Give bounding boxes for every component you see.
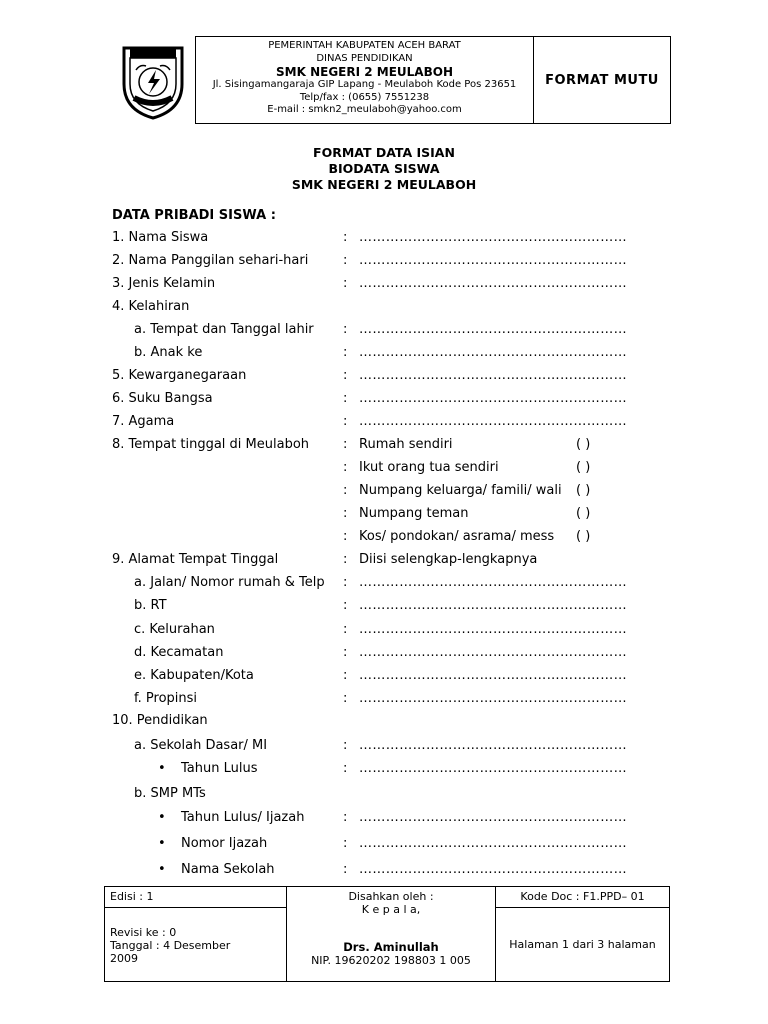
approved-by-label: Disahkan oleh : — [348, 890, 434, 903]
fill-line[interactable]: …………………………………………………… — [359, 598, 627, 613]
field-row: a. Sekolah Dasar/ MI : …………………………………………………… — [0, 736, 768, 756]
fill-line[interactable]: …………………………………………………… — [359, 391, 627, 406]
residence-option-row: : Numpang teman ( ) — [0, 504, 768, 524]
field-label: e. Kabupaten/Kota — [134, 668, 254, 683]
residence-option-row: : Kos/ pondokan/ asrama/ mess ( ) — [0, 527, 768, 547]
letterhead-info — [196, 37, 534, 123]
field-label: Tahun Lulus — [181, 761, 258, 776]
field-row: 1. Nama Siswa : …………………………………………………… — [0, 228, 768, 248]
field-row: b. Anak ke : …………………………………………………… — [0, 343, 768, 363]
field-label: 9. Alamat Tempat Tinggal — [112, 552, 279, 567]
school-logo — [120, 44, 186, 120]
field-row: f. Propinsi : …………………………………………………… — [0, 689, 768, 709]
field-label: Nama Sekolah — [181, 862, 275, 877]
checkbox-paren[interactable]: ( ) — [576, 460, 591, 475]
format-mutu-label: FORMAT MUTU — [545, 72, 659, 88]
residence-option: Ikut orang tua sendiri — [359, 460, 499, 475]
form-title-2: BIODATA SISWA — [328, 161, 440, 176]
section-title: DATA PRIBADI SISWA : — [112, 208, 276, 223]
field-row — [0, 297, 768, 317]
field-label: a. Sekolah Dasar/ MI — [134, 738, 268, 753]
field-row: 2. Nama Panggilan sehari-hari : …………………………………………………… — [0, 251, 768, 271]
footer-approval-cell — [287, 887, 496, 981]
divider — [496, 907, 669, 908]
field-row: a. Jalan/ Nomor rumah & Telp : …………………………………………………… — [0, 573, 768, 593]
residence-option: Numpang keluarga/ famili/ wali — [359, 483, 562, 498]
form-title-3: SMK NEGERI 2 MEULABOH — [291, 177, 477, 192]
fill-line[interactable]: …………………………………………………… — [359, 345, 627, 360]
footer-doc-cell — [496, 887, 669, 981]
fill-line[interactable]: …………………………………………………… — [359, 668, 627, 683]
fill-line[interactable]: …………………………………………………… — [359, 575, 627, 590]
field-label: Tahun Lulus/ Ijazah — [181, 810, 305, 825]
field-row — [0, 784, 768, 804]
letterhead-box — [195, 36, 671, 124]
field-row: 6. Suku Bangsa : …………………………………………………… — [0, 389, 768, 409]
page-info: Halaman 1 dari 3 halaman — [509, 938, 656, 951]
field-row — [0, 711, 768, 731]
field-label: 4. Kelahiran — [112, 299, 190, 314]
residence-option-row: : Ikut orang tua sendiri ( ) — [0, 458, 768, 478]
field-note: Diisi selengkap-lengkapnya — [359, 552, 538, 567]
date-text: Tanggal : 4 Desember — [110, 939, 231, 952]
school-phone: Telp/fax : (0655) 7551238 — [299, 91, 430, 103]
field-label: a. Jalan/ Nomor rumah & Telp — [134, 575, 325, 590]
field-label: f. Propinsi — [134, 691, 198, 706]
fill-line[interactable]: …………………………………………………… — [359, 738, 627, 753]
signatory-nip: NIP. 19620202 198803 1 005 — [311, 954, 471, 967]
fill-line[interactable]: …………………………………………………… — [359, 253, 627, 268]
bullet-icon: • — [158, 761, 166, 776]
field-row: • Tahun Lulus : …………………………………………………… — [0, 759, 768, 779]
field-label: 5. Kewarganegaraan — [112, 368, 247, 383]
field-label: 2. Nama Panggilan sehari-hari — [112, 253, 309, 268]
residence-option: Kos/ pondokan/ asrama/ mess — [359, 529, 555, 544]
revision-text: Revisi ke : 0 — [110, 926, 177, 939]
bullet-icon: • — [158, 810, 166, 825]
field-row: d. Kecamatan : …………………………………………………… — [0, 643, 768, 663]
fill-line[interactable]: …………………………………………………… — [359, 691, 627, 706]
department-name: DINAS PENDIDIKAN — [316, 52, 413, 64]
document-footer — [104, 886, 670, 982]
field-row: 7. Agama : …………………………………………………… — [0, 412, 768, 432]
field-row: • Nomor Ijazah : …………………………………………………… — [0, 834, 768, 854]
head-title: K e p a l a, — [361, 903, 421, 916]
checkbox-paren[interactable]: ( ) — [576, 483, 591, 498]
checkbox-paren[interactable]: ( ) — [576, 437, 591, 452]
government-name: PEMERINTAH KABUPATEN ACEH BARAT — [268, 40, 461, 51]
field-label: b. Anak ke — [134, 345, 203, 360]
fill-line[interactable]: …………………………………………………… — [359, 230, 627, 245]
fill-line[interactable]: …………………………………………………… — [359, 368, 627, 383]
field-row: 5. Kewarganegaraan : …………………………………………………… — [0, 366, 768, 386]
field-label: 3. Jenis Kelamin — [112, 276, 216, 291]
field-row: 9. Alamat Tempat Tinggal : Diisi selengkap-lengkapnya — [0, 550, 768, 570]
school-name: SMK NEGERI 2 MEULABOH — [276, 65, 453, 79]
residence-option: Rumah sendiri — [359, 437, 453, 452]
fill-line[interactable]: …………………………………………………… — [359, 810, 627, 825]
school-address: Jl. Sisingamangaraja GIP Lapang - Meulaboh Kode Pos 23651 — [212, 79, 517, 90]
footer-edition-cell — [105, 887, 287, 981]
field-label: 10. Pendidikan — [112, 713, 208, 728]
field-label: c. Kelurahan — [134, 622, 215, 637]
year-text: 2009 — [110, 952, 138, 965]
field-row: • Tahun Lulus/ Ijazah : …………………………………………………… — [0, 808, 768, 828]
field-label: 6. Suku Bangsa — [112, 391, 213, 406]
field-row: e. Kabupaten/Kota : …………………………………………………… — [0, 666, 768, 686]
doc-code: Kode Doc : F1.PPD– 01 — [520, 890, 645, 903]
bullet-icon: • — [158, 862, 166, 877]
school-email: E-mail : smkn2_meulaboh@yahoo.com — [267, 104, 462, 115]
field-row: c. Kelurahan : …………………………………………………… — [0, 620, 768, 640]
fill-line[interactable]: …………………………………………………… — [359, 836, 627, 851]
field-label: d. Kecamatan — [134, 645, 224, 660]
bullet-icon: • — [158, 836, 166, 851]
checkbox-paren[interactable]: ( ) — [576, 506, 591, 521]
field-label: b. SMP MTs — [134, 786, 206, 801]
fill-line[interactable]: …………………………………………………… — [359, 862, 627, 877]
fill-line[interactable]: …………………………………………………… — [359, 322, 627, 337]
residence-option-row: : Numpang keluarga/ famili/ wali ( ) — [0, 481, 768, 501]
field-label: Nomor Ijazah — [181, 836, 268, 851]
checkbox-paren[interactable]: ( ) — [576, 529, 591, 544]
field-label: 8. Tempat tinggal di Meulaboh — [112, 437, 310, 452]
field-row: b. RT : …………………………………………………… — [0, 596, 768, 616]
divider — [105, 907, 287, 908]
fill-line[interactable]: …………………………………………………… — [359, 276, 627, 291]
residence-option: Numpang teman — [359, 506, 469, 521]
field-row: a. Tempat dan Tanggal lahir : …………………………………………………… — [0, 320, 768, 340]
fill-line[interactable]: …………………………………………………… — [359, 645, 627, 660]
fill-line[interactable]: …………………………………………………… — [359, 414, 627, 429]
field-row: 3. Jenis Kelamin : …………………………………………………… — [0, 274, 768, 294]
field-label: b. RT — [134, 598, 167, 613]
fill-line[interactable]: …………………………………………………… — [359, 622, 627, 637]
field-label: 7. Agama — [112, 414, 175, 429]
field-label: a. Tempat dan Tanggal lahir — [134, 322, 314, 337]
residence-option-row: 8. Tempat tinggal di Meulaboh : Rumah sendiri ( ) — [0, 435, 768, 455]
field-label: 1. Nama Siswa — [112, 230, 209, 245]
field-row: • Nama Sekolah : …………………………………………………… — [0, 860, 768, 880]
form-title-1: FORMAT DATA ISIAN — [313, 145, 455, 160]
edition-text: Edisi : 1 — [110, 890, 154, 903]
signatory-name: Drs. Aminullah — [343, 940, 439, 954]
fill-line[interactable]: …………………………………………………… — [359, 761, 627, 776]
